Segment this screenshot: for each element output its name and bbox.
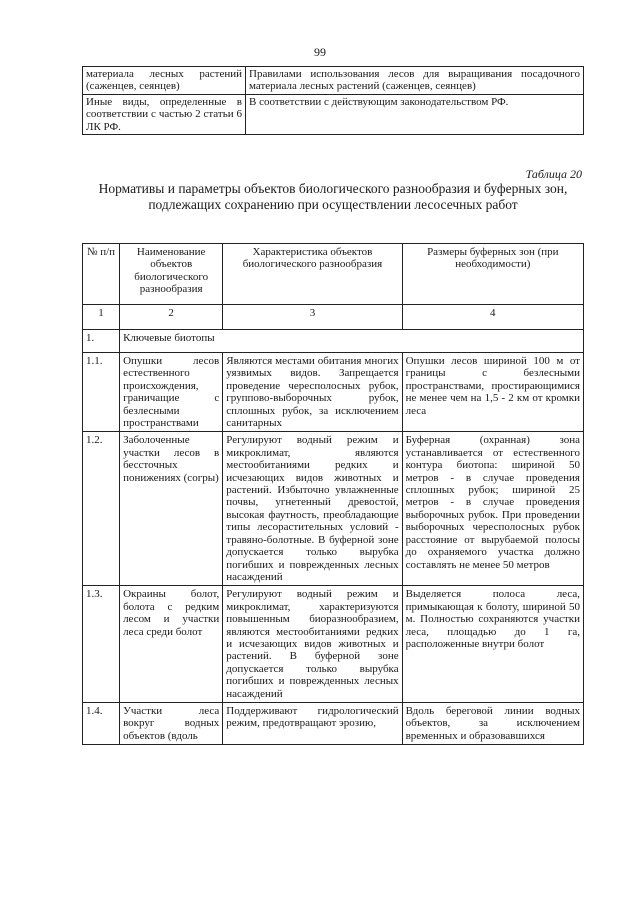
characteristic-cell: Поддерживают гидрологический режим, предотвращают эрозию, [223, 702, 402, 744]
characteristic-cell: Регулируют водный режим и микроклимат, характеризуются повышенным биоразнообразием, являются местообитаниями редких и исчезающих видов животных и растений. В буферной зоне допускается только вырубка погибших и поврежденных лесных насаждений [223, 586, 402, 703]
top-continuation-table [82, 66, 584, 135]
header-num: № п/п [83, 244, 120, 305]
column-number: 1 [83, 305, 120, 330]
object-name-cell: Заболоченные участки лесов в бессточных понижениях (согры) [120, 432, 223, 586]
header-row [83, 244, 584, 305]
table-row [83, 432, 584, 586]
buffer-cell: Буферная (охранная) зона устанавливается от естественного контура биотопа: шириной 50 метров - в случае проведения сплошных рубок; шириной 25 метров - в случае проведения выборочных рубок. При проведении выборочных чересполосных рубок расстояние от вырубаемой полосы до охраняемого участка должно составлять не менее 50 метров [402, 432, 583, 586]
object-name-cell: Опушки лесов естественного происхождения, граничащие с безлесными пространствами [120, 353, 223, 432]
object-name-cell: Окраины болот, болота с редким лесом и участки леса среди болот [120, 586, 223, 703]
column-number-row [83, 305, 584, 330]
section-label: Ключевые биотопы [120, 330, 584, 353]
basis-cell: В соответствии с действующим законодательством РФ. [246, 94, 584, 134]
table-row [83, 67, 584, 95]
buffer-cell: Вдоль береговой линии водных объектов, за исключением временных и образовавшихся [402, 702, 583, 744]
row-number: 1.4. [83, 702, 120, 744]
header-buffer: Размеры буферных зон (при необходимости) [402, 244, 583, 305]
buffer-cell: Выделяется полоса леса, примыкающая к болоту, шириной 50 м. Полностью сохраняются участки леса, площадью до 1 га, расположенные внутри болот [402, 586, 583, 703]
table-row [83, 353, 584, 432]
object-name-cell: Иные виды, определенные в соответствии с частью 2 статьи 6 ЛК РФ. [83, 94, 246, 134]
table-row [83, 94, 584, 134]
column-number: 3 [223, 305, 402, 330]
row-number: 1.1. [83, 353, 120, 432]
header-characteristic: Характеристика объектов биологического разнообразия [223, 244, 402, 305]
section-row [83, 330, 584, 353]
object-name-cell: Участки леса вокруг водных объектов (вдоль [120, 702, 223, 744]
page-number: 99 [314, 45, 326, 59]
object-name-cell: материала лесных растений (саженцев, сеянцев) [83, 67, 246, 95]
row-number: 1.2. [83, 432, 120, 586]
section-number: 1. [83, 330, 120, 353]
table-title: Нормативы и параметры объектов биологического разнообразия и буферных зон, подлежащих сохранению при осуществлении лесосечных работ [98, 181, 568, 212]
header-name: Наименование объектов биологического разнообразия [120, 244, 223, 305]
table-row [83, 586, 584, 703]
table-caption: Таблица 20 [525, 167, 582, 181]
column-number: 4 [402, 305, 583, 330]
basis-cell: Правилами использования лесов для выращивания посадочного материала лесных растений (саженцев, сеянцев) [246, 67, 584, 95]
buffer-cell: Опушки лесов шириной 100 м от границы с безлесными пространствами, простирающимися не менее чем на 1,5 - 2 км от кромки леса [402, 353, 583, 432]
characteristic-cell: Регулируют водный режим и микроклимат, являются местообитаниями редких и исчезающих видов животных и растений. Избыточно увлажненные почвы, угнетенный древостой, высокая фаутность, преобладающие типы лесорастительных условий - травяно-болотные. В буферной зоне допускается только вырубка погибших и поврежденных лесных насаждений [223, 432, 402, 586]
characteristic-cell: Являются местами обитания многих уязвимых видов. Запрещается проведение чересполосных рубок, группово-выборочных рубок, сплошных рубок, за исключением санитарных [223, 353, 402, 432]
biodiversity-table [82, 243, 584, 745]
table-row [83, 702, 584, 744]
column-number: 2 [120, 305, 223, 330]
row-number: 1.3. [83, 586, 120, 703]
